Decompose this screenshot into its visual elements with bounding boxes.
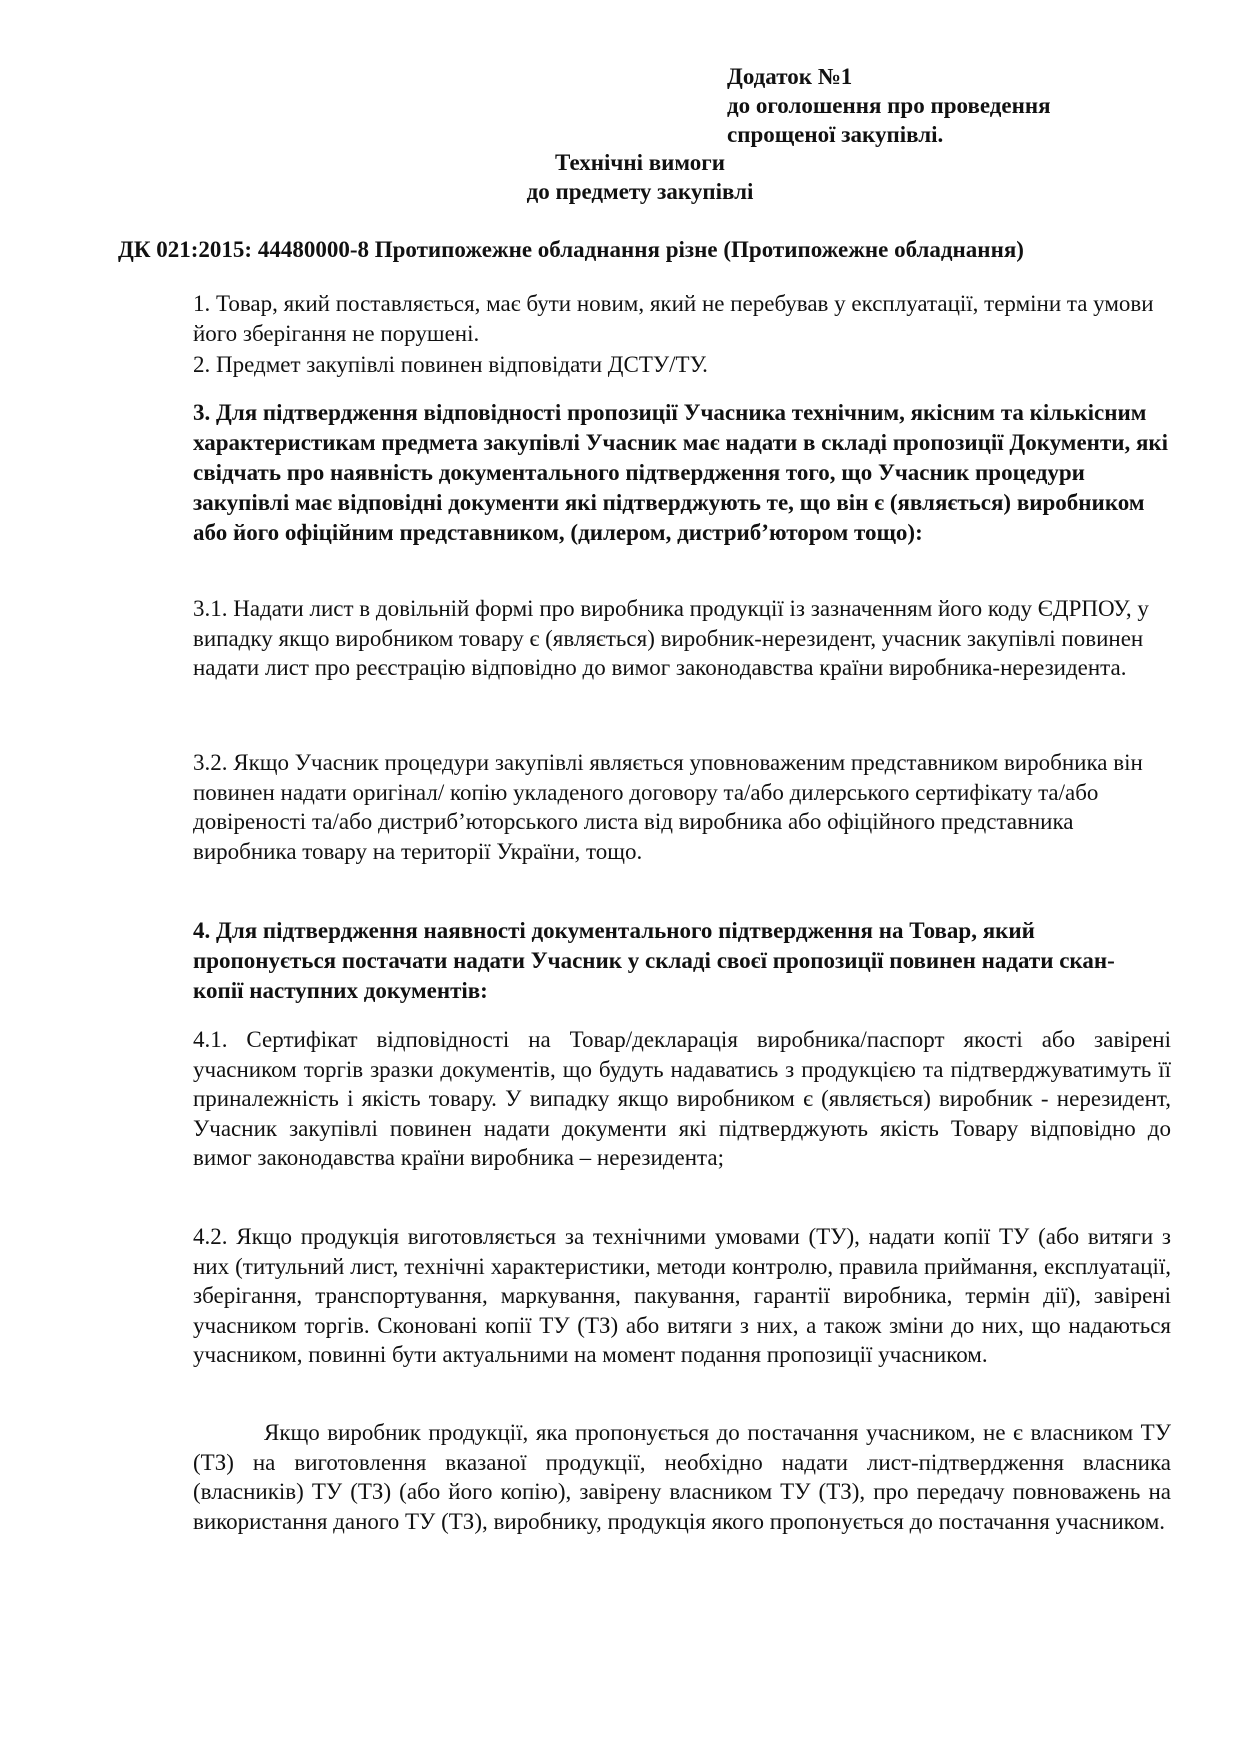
document-title-line-1: Технічні вимоги [555,150,725,175]
dk-code-heading: ДК 021:2015: 44480000-8 Протипожежне обладнання різне (Протипожежне обладнання) [118,237,1024,262]
requirement-item-3-2: 3.2. Якщо Учасник процедури закупівлі являється уповноваженим представником виробника він повинен надати оригінал/ копію укладеного договору та/або дилерського сертифікату та/або довіреності та/або дистриб’юторського листа від виробника або офіційного представника виробника товару на території України, тощо. [193,750,1143,864]
requirement-item-4-3: Якщо виробник продукції, яка пропонується до постачання учасником, не є власником ТУ (ТЗ) на виготовлення вказаної продукції, необхідно надати лист-підтвердження власника (власників) ТУ (ТЗ) (або його копію), завірену власником ТУ (ТЗ), про передачу повноважень на використання даного ТУ (ТЗ), виробнику, продукція якого пропонується до постачання учасником. [193,1420,1171,1534]
appendix-line-3: спрощеної закупівлі. [727,122,944,147]
requirement-item-3-1: 3.1. Надати лист в довільній формі про виробника продукції із зазначенням його коду ЄДРПОУ, у випадку якщо виробником товару є (являється) виробник-нерезидент, учасник закупівлі повинен надати лист про реєстрацію відповідно до вимог законодавства країни виробника-нерезидента. [193,596,1149,680]
document-title-line-2: до предмету закупівлі [526,179,754,204]
appendix-line-1: Додаток №1 [727,64,853,89]
requirement-item-4-1: 4.1. Сертифікат відповідності на Товар/декларація виробника/паспорт якості або завірені учасником торгів зразки документів, що будуть надаватись з продукцією та підтверджуватимуть її приналежність і якість товару. У випадку якщо виробником є (являється) виробник - нерезидент, Учасник закупівлі повинен надати документи які підтверджують якість Товару відповідно до вимог законодавства країни виробника – нерезидента; [193,1027,1171,1170]
appendix-header [727,62,1051,149]
requirement-item-2: 2. Предмет закупівлі повинен відповідати ДСТУ/ТУ. [193,352,708,377]
requirement-item-4-2: 4.2. Якщо продукція виготовляється за технічними умовами (ТУ), надати копії ТУ (або витяги з них (титульний лист, технічні характеристики, методи контролю, правила приймання, експлуатації, зберігання, транспортування, маркування, пакування, гарантії виробника, термін дії), завірені учасником торгів. Сконовані копії ТУ (ТЗ) або витяги з них, а також зміни до них, що надаються учасником, повинні бути актуальними на момент подання пропозиції учасником. [193,1224,1171,1367]
appendix-line-2: до оголошення про проведення [727,93,1051,118]
requirement-item-3: 3. Для підтвердження відповідності пропозиції Учасника технічним, якісним та кількісним характеристикам предмета закупівлі Учасник має надати в складі пропозиції Документи, які свідчать про наявність документального підтвердження того, що Учасник процедури закупівлі має відповідні документи які підтверджують те, що він є (являється) виробником або його офіційним представником, (дилером, дистриб’ютором тощо): [193,400,1169,545]
requirement-item-4: 4. Для підтвердження наявності документального підтвердження на Товар, який пропонується постачати надати Учасник у складі своєї пропозиції повинен надати скан- копії наступних документів: [193,918,1115,1003]
requirement-item-1: 1. Товар, який поставляється, має бути новим, який не перебував у експлуатації, терміни та умови його зберігання не порушені. [193,291,1154,346]
